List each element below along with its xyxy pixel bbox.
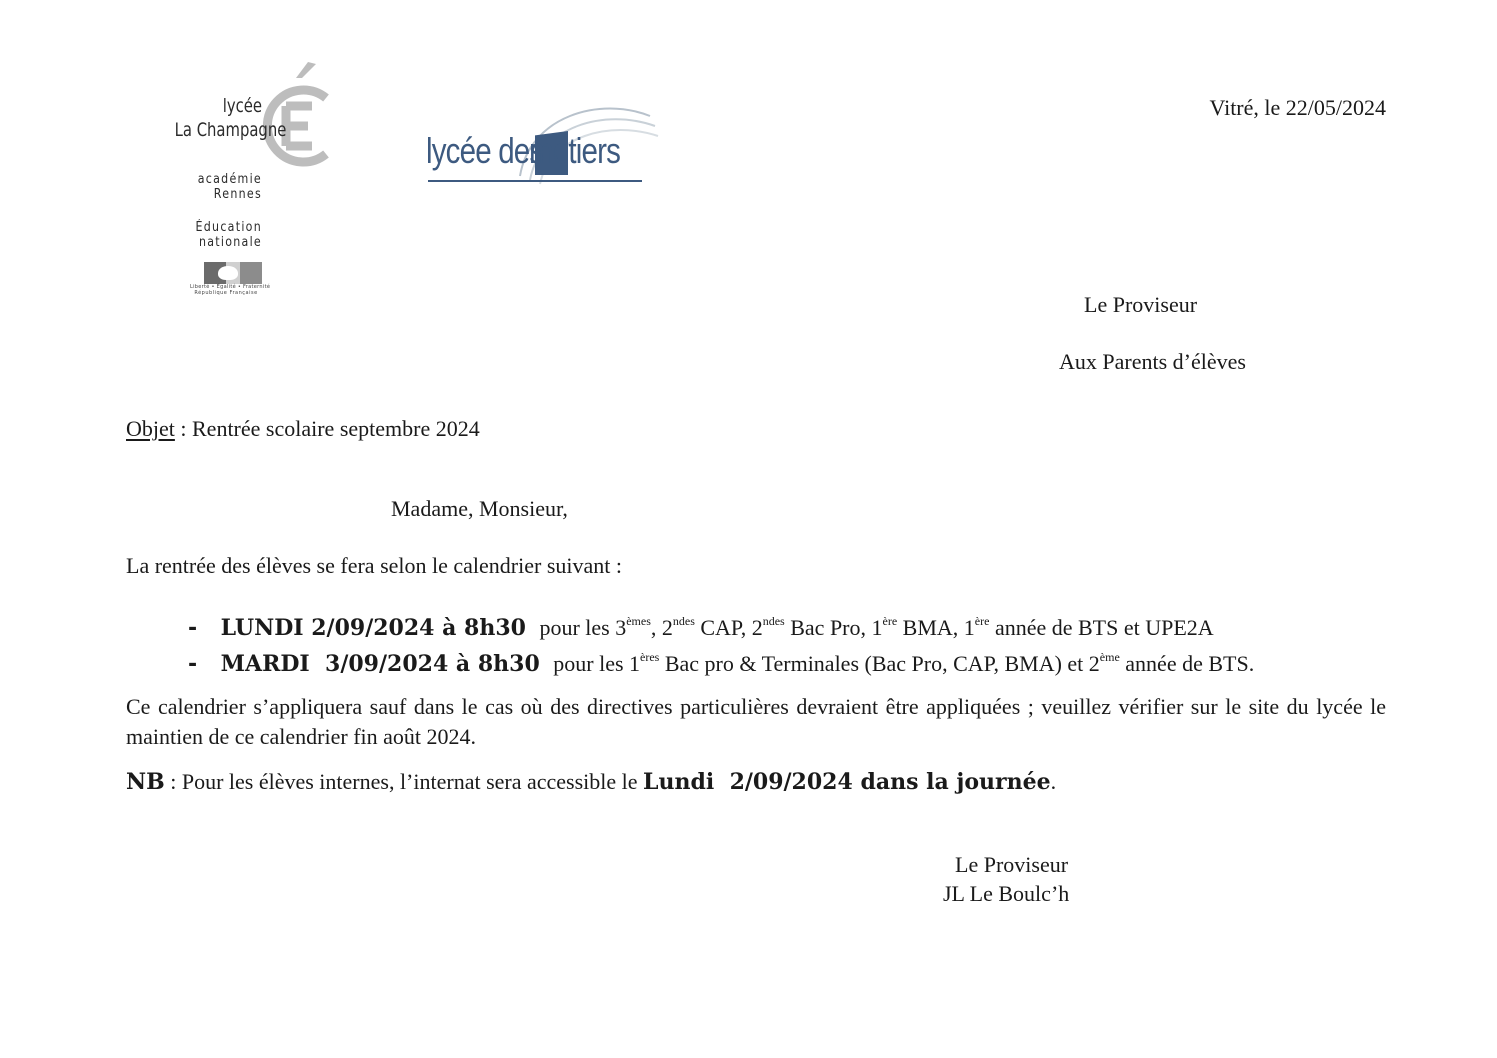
- republique-francaise-label: Liberté • Égalité • Fraternité République Française: [190, 284, 271, 296]
- subject-line: [126, 416, 480, 442]
- salutation: Madame, Monsieur,: [391, 496, 568, 521]
- lycee-la-champagne-logo: [0, 0, 340, 300]
- date-line: Vitré, le 22/05/2024: [1209, 95, 1386, 120]
- schedule-date-monday: LUNDI 2/09/2024 à 8h30: [220, 615, 526, 641]
- lycee-des-metiers-logo: [420, 90, 660, 190]
- nb-emphasis: Lundi 2/09/2024 dans la journée: [643, 769, 1051, 795]
- recipient: Aux Parents d’élèves: [1059, 349, 1246, 374]
- schedule-date-tuesday: MARDI 3/09/2024 à 8h30: [220, 651, 540, 677]
- bullet-dash: -: [188, 652, 198, 677]
- nb-label: NB: [126, 769, 165, 795]
- notice-paragraph: Ce calendrier s’appliquera sauf dans le cas où des directives particulières devraient être appliquées ; veuillez vérifier sur le site du lycée le maintien de ce calendrier fin août 2024.: [126, 694, 1386, 749]
- metiers-word: métiers: [529, 130, 621, 171]
- marianne-e-icon: [262, 56, 334, 174]
- signature-title: Le Proviseur: [955, 852, 1069, 877]
- schedule-text-monday: pour les 3èmes, $2^{ndes}$ CAP, $2^{ndes}$ Bac Pro, 1ère BMA, 1ère année de BTS et UPE2A: [539, 613, 1214, 640]
- subject-text: : Rentrée scolaire septembre 2024: [174, 416, 480, 441]
- academie-label: académie Rennes: [197, 172, 262, 202]
- education-nationale-label: Éducation nationale: [195, 220, 262, 250]
- nb-end: .: [1050, 769, 1057, 794]
- signature-name: JL Le Boulc’h: [943, 881, 1070, 906]
- lycee-name: lycée La Champagne: [174, 95, 287, 141]
- schedule-item-monday: [188, 615, 1214, 642]
- metiers-prefix: lycée des: [426, 130, 544, 171]
- metiers-underline: [428, 180, 642, 182]
- schedule-item-tuesday: [188, 651, 1254, 678]
- nb-line: [126, 769, 1056, 795]
- schedule-text-tuesday: pour les 1ères Bac pro & Terminales (Bac Pro, CAP, BMA) et 2ème année de BTS.: [553, 649, 1255, 676]
- republique-francaise-icon: [204, 262, 262, 284]
- intro-paragraph: La rentrée des élèves se fera selon le calendrier suivant :: [126, 553, 622, 578]
- subject-label: Objet: [126, 416, 175, 441]
- nb-text: : Pour les élèves internes, l’internat sera accessible le: [164, 769, 644, 794]
- metiers-wordmark: [426, 128, 640, 174]
- sender-title: Le Proviseur: [1084, 292, 1198, 317]
- bullet-dash: -: [188, 616, 198, 641]
